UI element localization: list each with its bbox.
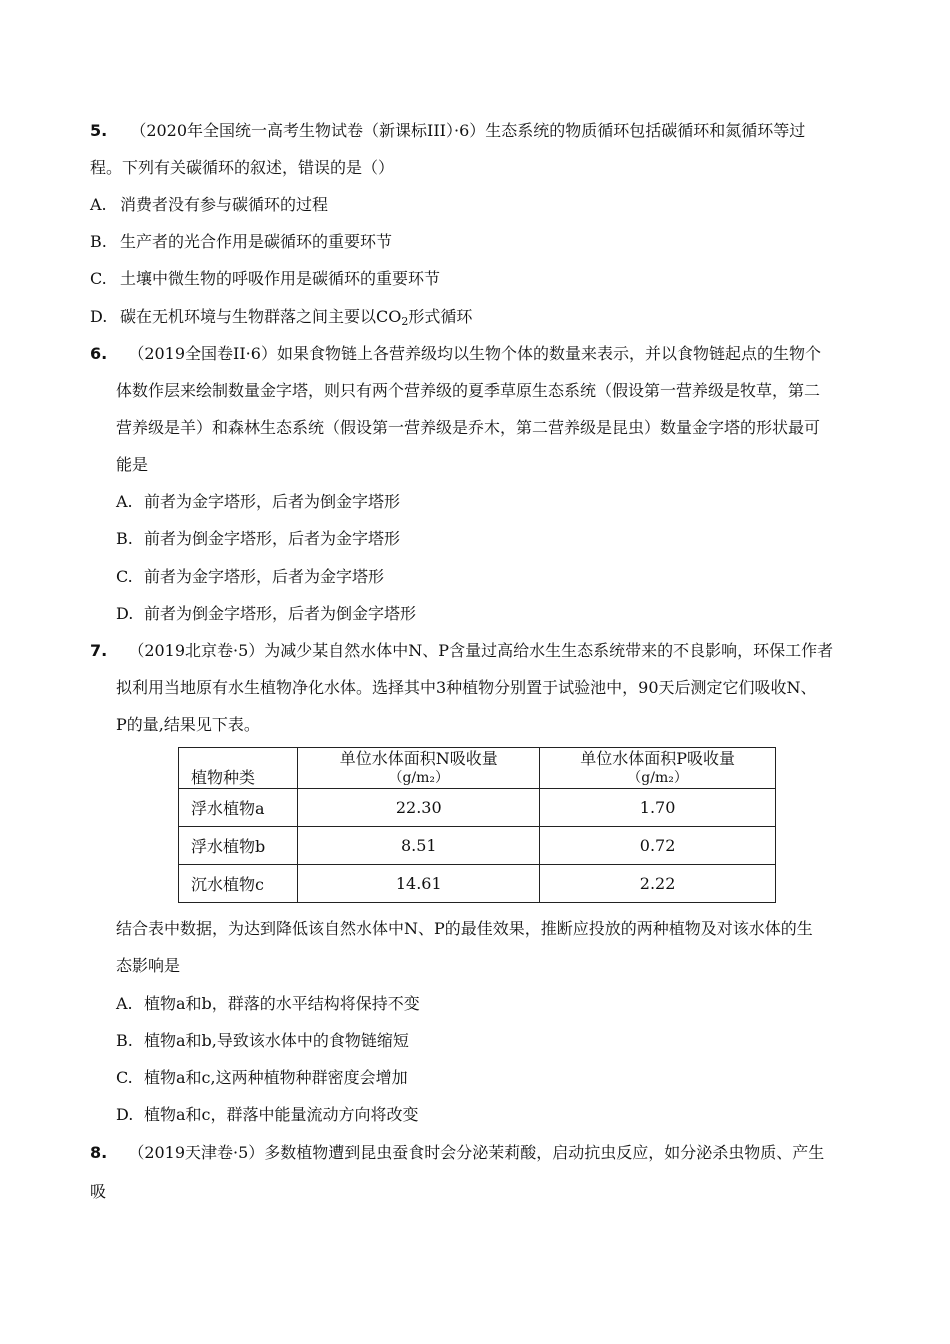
- q7-option-a: [116, 993, 420, 1015]
- option-text: 前者为倒金字塔形，后者为倒金字塔形: [144, 604, 417, 623]
- cell-p-value: 0.72: [540, 827, 776, 865]
- option-text: 前者为金字塔形，后者为倒金字塔形: [144, 492, 401, 511]
- option-letter: A.: [116, 994, 133, 1013]
- q6-option-b: [116, 528, 400, 550]
- cell-n-value: 8.51: [298, 827, 540, 865]
- q7-after-1: 结合表中数据，为达到降低该自然水体中N、P的最佳效果，推断应投放的两种植物及对该水体的生: [116, 919, 813, 938]
- q5-number: 5.: [90, 121, 108, 140]
- q7-line-1: [90, 640, 833, 662]
- q5-stem-1: （2020年全国统一高考生物试卷（新课标III）·6）生态系统的物质循环包括碳循环和氮循环等过: [130, 121, 806, 140]
- table-header-row: [179, 748, 776, 789]
- q6-option-c: [116, 566, 384, 588]
- q6-option-d: [116, 603, 416, 625]
- q5-stem-2: 程。下列有关碳循环的叙述，错误的是（）: [90, 158, 395, 177]
- subscript-two: 2: [401, 315, 409, 328]
- option-letter: C.: [116, 567, 133, 586]
- cell-p-value: 1.70: [540, 789, 776, 827]
- option-letter: C.: [116, 1068, 133, 1087]
- option-text: 前者为倒金字塔形，后者为金字塔形: [144, 529, 401, 548]
- cell-n-value: 14.61: [298, 865, 540, 903]
- q7-option-d: [116, 1104, 419, 1126]
- option-letter: B.: [116, 1031, 133, 1050]
- table-row: [179, 827, 776, 865]
- q7-option-b: [116, 1030, 409, 1052]
- q5-option-a: [90, 194, 328, 216]
- option-letter: A.: [116, 492, 133, 511]
- option-letter: D.: [90, 307, 108, 326]
- option-text: 碳在无机环境与生物群落之间主要以CO: [120, 307, 402, 326]
- q6-number: 6.: [90, 344, 108, 363]
- cell-plant: 浮水植物b: [179, 827, 298, 865]
- q6-stem-2: 体数作层来绘制数量金字塔，则只有两个营养级的夏季草原生态系统（假设第一营养级是牧草，第二: [116, 381, 821, 400]
- option-letter: D.: [116, 1105, 134, 1124]
- q7-stem-1: （2019北京卷·5）为减少某自然水体中N、P含量过高给水生生态系统带来的不良影响，环保工作者: [128, 641, 834, 660]
- option-text: 植物a和b，群落的水平结构将保持不变: [144, 994, 420, 1013]
- q8-number: 8.: [90, 1143, 108, 1162]
- q7-option-c: [116, 1067, 408, 1089]
- q7-number: 7.: [90, 641, 108, 660]
- q5-option-d: [90, 306, 472, 333]
- option-letter: B.: [90, 232, 107, 251]
- q8-stem-1: （2019天津卷·5）多数植物遭到昆虫蚕食时会分泌茉莉酸，启动抗虫反应，如分泌杀虫物质、产生: [128, 1143, 825, 1162]
- header-plant-type: 植物种类: [179, 748, 298, 789]
- absorption-table: [178, 747, 776, 903]
- q7-stem-2: 拟利用当地原有水生植物净化水体。选择其中3种植物分别置于试验池中，90天后测定它们吸收N、: [116, 678, 817, 697]
- option-text: 土壤中微生物的呼吸作用是碳循环的重要环节: [120, 269, 441, 288]
- q5-line-1: [90, 120, 805, 142]
- option-text: 植物a和b,导致该水体中的食物链缩短: [144, 1031, 409, 1050]
- q7-stem-3: P的量,结果见下表。: [116, 715, 260, 734]
- option-letter: C.: [90, 269, 107, 288]
- cell-n-value: 22.30: [298, 789, 540, 827]
- q6-stem-1: （2019全国卷II·6）如果食物链上各营养级均以生物个体的数量来表示，并以食物链起点的生物个: [128, 344, 821, 363]
- option-text: 生产者的光合作用是碳循环的重要环节: [120, 232, 393, 251]
- option-letter: A.: [90, 195, 107, 214]
- cell-plant: 浮水植物a: [179, 789, 298, 827]
- q7-after-2: 态影响是: [116, 956, 181, 975]
- table-row: [179, 789, 776, 827]
- q5-option-b: [90, 231, 392, 253]
- option-text: 植物a和c，群落中能量流动方向将改变: [144, 1105, 419, 1124]
- q5-option-c: [90, 268, 440, 290]
- option-text-after: 形式循环: [408, 307, 473, 326]
- option-letter: D.: [116, 604, 134, 623]
- cell-plant: 沉水植物c: [179, 865, 298, 903]
- option-letter: B.: [116, 529, 133, 548]
- option-text: 消费者没有参与碳循环的过程: [120, 195, 329, 214]
- table-row: [179, 865, 776, 903]
- q8-stem-2: 吸: [90, 1182, 107, 1201]
- q6-stem-3: 营养级是羊）和森林生态系统（假设第一营养级是乔木，第二营养级是昆虫）数量金字塔的形状最可: [116, 418, 821, 437]
- q6-option-a: [116, 491, 400, 513]
- q6-stem-4: 能是: [116, 455, 149, 474]
- q8-line-1: [90, 1142, 824, 1164]
- cell-p-value: 2.22: [540, 865, 776, 903]
- header-p-absorption: 单位水体面积P吸收量 （g/m₂）: [540, 748, 776, 789]
- option-text: 植物a和c,这两种植物种群密度会增加: [144, 1068, 408, 1087]
- option-text: 前者为金字塔形，后者为金字塔形: [144, 567, 385, 586]
- header-n-absorption: 单位水体面积N吸收量 （g/m₂）: [298, 748, 540, 789]
- q6-line-1: [90, 343, 821, 365]
